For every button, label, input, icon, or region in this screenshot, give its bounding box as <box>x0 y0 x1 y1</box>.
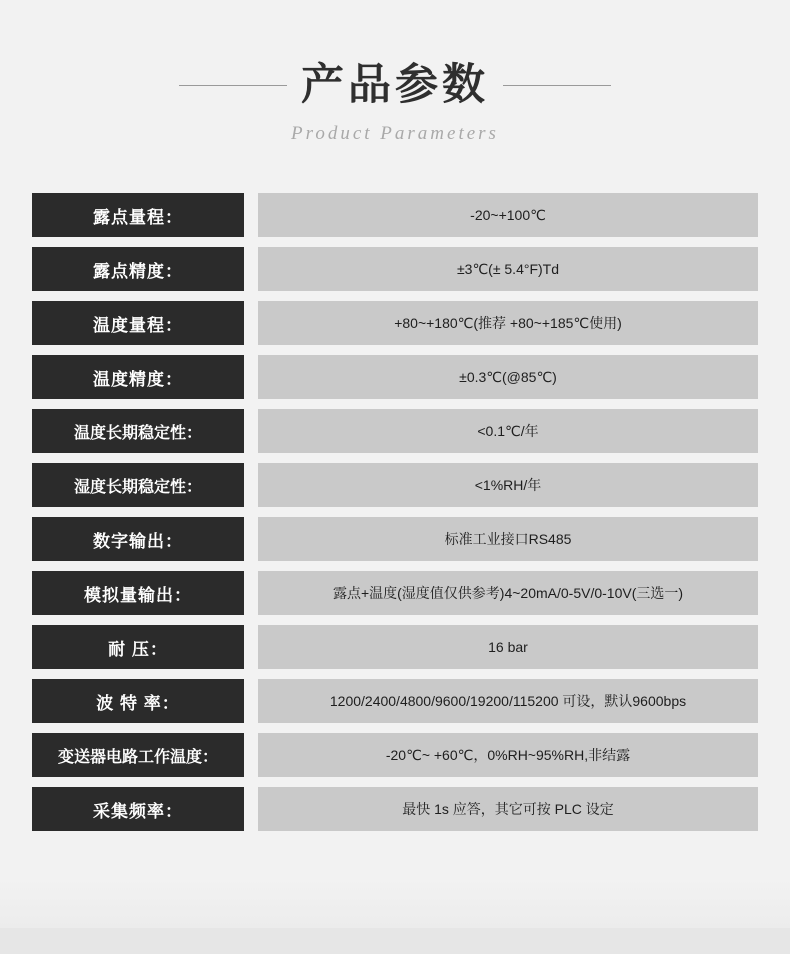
spec-label: 温度长期稳定性： <box>32 409 244 453</box>
spec-label: 露点精度： <box>32 247 244 291</box>
spec-gap <box>244 247 258 291</box>
spec-label: 变送器电路工作温度： <box>32 733 244 777</box>
spec-value: 16 bar <box>258 625 758 669</box>
table-row <box>32 301 758 345</box>
spec-value: <0.1℃/年 <box>258 409 758 453</box>
footer-bar <box>0 928 790 954</box>
table-row <box>32 571 758 615</box>
spec-value: -20~+100℃ <box>258 193 758 237</box>
spec-table <box>32 193 758 831</box>
spec-gap <box>244 625 258 669</box>
spec-label: 湿度长期稳定性： <box>32 463 244 507</box>
page-header <box>0 0 790 145</box>
table-row <box>32 787 758 831</box>
spec-value: -20℃~ +60℃，0%RH~95%RH,非结露 <box>258 733 758 777</box>
title-rule-left <box>179 85 287 86</box>
spec-label: 温度精度： <box>32 355 244 399</box>
spec-gap <box>244 355 258 399</box>
spec-gap <box>244 193 258 237</box>
spec-value: ±3℃(± 5.4°F)Td <box>258 247 758 291</box>
spec-gap <box>244 463 258 507</box>
table-row <box>32 625 758 669</box>
table-row <box>32 355 758 399</box>
table-row <box>32 409 758 453</box>
table-row <box>32 517 758 561</box>
table-row <box>32 193 758 237</box>
spec-label: 模拟量输出： <box>32 571 244 615</box>
spec-label: 耐 压： <box>32 625 244 669</box>
spec-gap <box>244 733 258 777</box>
spec-gap <box>244 787 258 831</box>
page-subtitle: Product Parameters <box>291 123 499 145</box>
spec-value: 1200/2400/4800/9600/19200/115200 可设，默认9600bps <box>258 679 758 723</box>
spec-value: 露点+温度(湿度值仅供参考)4~20mA/0-5V/0-10V(三选一) <box>258 571 758 615</box>
table-row <box>32 463 758 507</box>
title-row <box>0 62 790 109</box>
spec-gap <box>244 301 258 345</box>
spec-value: ±0.3℃(@85℃) <box>258 355 758 399</box>
page-title: 产品参数 <box>301 60 489 110</box>
spec-label: 波 特 率： <box>32 679 244 723</box>
spec-value: 最快 1s 应答，其它可按 PLC 设定 <box>258 787 758 831</box>
spec-value: 标准工业接口RS485 <box>258 517 758 561</box>
spec-value: <1%RH/年 <box>258 463 758 507</box>
spec-gap <box>244 679 258 723</box>
spec-gap <box>244 517 258 561</box>
spec-gap <box>244 571 258 615</box>
table-row <box>32 733 758 777</box>
table-row <box>32 679 758 723</box>
spec-gap <box>244 409 258 453</box>
title-rule-right <box>503 85 611 86</box>
spec-value: +80~+180℃(推荐 +80~+185℃使用) <box>258 301 758 345</box>
table-row <box>32 247 758 291</box>
spec-label: 温度量程： <box>32 301 244 345</box>
spec-label: 采集频率： <box>32 787 244 831</box>
spec-label: 露点量程： <box>32 193 244 237</box>
spec-label: 数字输出： <box>32 517 244 561</box>
